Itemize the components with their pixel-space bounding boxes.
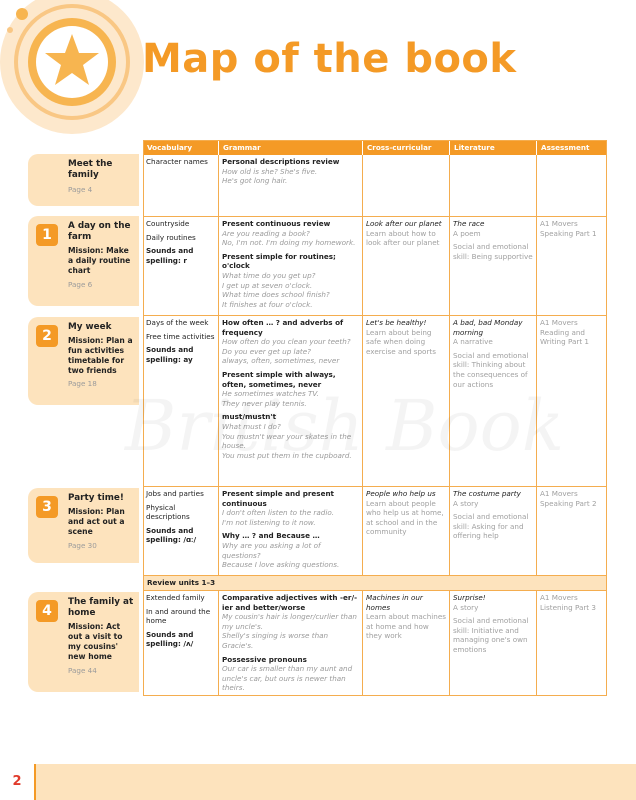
unit-page: Page 4 — [68, 185, 93, 195]
unit-page: Page 30 — [68, 540, 97, 550]
unit-number-badge: 3 — [36, 496, 58, 518]
literature-cell — [450, 591, 537, 696]
grammar-example: Do you ever get up late? — [222, 346, 311, 356]
grammar-heading: Present simple with always, often, sometimes, never — [222, 369, 336, 389]
grammar-example: How old is she? She's five. — [222, 166, 318, 176]
page-title: Map of the book — [142, 36, 517, 82]
unit-title: A day on the farm — [68, 221, 131, 243]
grammar-example: Are you reading a book? — [222, 228, 310, 238]
vocab-item: Countryside — [146, 219, 190, 228]
grammar-example: He sometimes watches TV. — [222, 389, 319, 399]
column-divider — [218, 155, 219, 575]
grammar-example: What time does school finish? — [222, 290, 330, 300]
cross-title: People who help us — [366, 489, 436, 498]
review-row — [143, 575, 607, 590]
vocab-cell — [143, 487, 219, 575]
vocab-item: Character names — [146, 157, 208, 166]
cross-title: Machines in our homes — [366, 593, 423, 612]
assessment-cell — [537, 591, 607, 696]
sounds-spelling: Sounds and spelling: r — [146, 246, 194, 265]
sounds-spelling: Sounds and spelling: /ɑː/ — [146, 525, 197, 545]
grammar-example: They never play tennis. — [222, 398, 307, 408]
grammar-heading: How often … ? and adverbs of frequency — [222, 318, 344, 337]
assessment-cell — [537, 487, 607, 575]
assessment-text: A1 Movers Speaking Part 2 — [540, 489, 597, 508]
grammar-example: I'm not listening to it now. — [222, 517, 316, 527]
cross-curricular-cell — [363, 217, 450, 315]
grammar-cell — [219, 487, 363, 575]
unit-page: Page 18 — [68, 379, 97, 389]
vocab-item: Jobs and parties — [146, 489, 204, 498]
page-number: 2 — [0, 764, 36, 800]
grammar-heading: Present simple and present continuous — [222, 489, 334, 508]
column-divider — [362, 155, 363, 575]
unit-title: Meet the family — [68, 159, 113, 181]
vocab-item: Free time activities — [146, 331, 215, 341]
grammar-cell — [219, 217, 363, 315]
column-header-cross-curricular: Cross-curricular — [363, 140, 449, 155]
literature-title: The costume party — [453, 489, 521, 498]
grammar-heading: must/mustn't — [222, 412, 277, 422]
unit-title: The family at home — [68, 597, 134, 619]
grammar-heading: Personal descriptions review — [222, 157, 340, 166]
grammar-example: You mustn't wear your skates in the house. — [222, 431, 352, 451]
vocab-cell — [143, 155, 219, 216]
unit-mission: Mission: Act out a visit to my cousins' new home — [68, 622, 123, 661]
literature-skill: Social and emotional skill: Asking for and offering help — [453, 512, 529, 541]
grammar-example: No, I'm not. I'm doing my homework. — [222, 238, 356, 248]
literature-type: A poem — [453, 228, 481, 238]
column-header-literature: Literature — [450, 140, 536, 155]
unit-number-badge: 1 — [36, 224, 58, 246]
cross-curricular-cell — [363, 591, 450, 696]
cross-curricular-cell — [363, 487, 450, 575]
cross-title: Let's be healthy! — [366, 318, 427, 327]
cross-text: Learn about being safe when doing exercise and sports — [366, 327, 436, 356]
assessment-text: A1 Movers Speaking Part 1 — [540, 219, 597, 238]
assessment-text: A1 Movers Reading and Writing Part 1 — [540, 318, 589, 347]
unit-mission: Mission: Make a daily routine chart — [68, 246, 131, 275]
unit-card-meet-the-family — [28, 154, 139, 206]
grammar-heading: Present continuous review — [222, 219, 331, 228]
literature-skill: Social and emotional skill: Initiative and managing one's own emotions — [453, 616, 529, 654]
row-divider — [143, 575, 607, 576]
grammar-cell — [219, 155, 363, 216]
literature-title: Surprise! — [453, 593, 486, 602]
grammar-heading: Possessive pronouns — [222, 654, 307, 664]
unit-mission: Mission: Plan a fun activities timetable for two friends — [68, 336, 133, 375]
grammar-cell — [219, 591, 363, 696]
grammar-example: I don't often listen to the radio. — [222, 508, 335, 518]
star-logo-icon — [0, 0, 150, 135]
grammar-example: I get up at seven o'clock. — [222, 280, 313, 290]
unit-card-3 — [28, 488, 139, 563]
unit-card-2 — [28, 317, 139, 405]
assessment-cell — [537, 217, 607, 315]
watermark — [125, 385, 564, 467]
grammar-example: You must put them in the cupboard. — [222, 450, 352, 460]
unit-mission: Mission: Plan and act out a scene — [68, 507, 125, 536]
sounds-spelling: Sounds and spelling: /ʌ/ — [146, 629, 194, 649]
unit-page: Page 6 — [68, 279, 93, 289]
column-divider — [449, 155, 450, 575]
grammar-heading: Present simple for routines; o'clock — [222, 251, 336, 271]
column-header-assessment: Assessment — [537, 140, 607, 155]
grammar-example: What time do you get up? — [222, 270, 316, 280]
vocab-item: Days of the week — [146, 318, 209, 327]
literature-skill: Social and emotional skill: Being supportive — [453, 242, 533, 261]
review-label: Review units 1–3 — [147, 578, 216, 587]
literature-title: The race — [453, 219, 485, 228]
literature-type: A narrative — [453, 337, 493, 347]
literature-type: A story — [453, 602, 479, 612]
assessment-text: A1 Movers Listening Part 3 — [540, 593, 596, 612]
vocab-cell — [143, 217, 219, 315]
column-divider — [536, 155, 537, 575]
grammar-heading: Why … ? and Because … — [222, 531, 320, 541]
column-divider — [362, 590, 363, 696]
row-divider — [143, 216, 607, 217]
grammar-example: He's got long hair. — [222, 176, 288, 186]
literature-cell — [450, 217, 537, 315]
cross-text: Learn about how to look after our planet — [366, 228, 440, 248]
vocab-item: Daily routines — [146, 232, 196, 242]
grammar-example: Our car is smaller than my aunt and uncle's car, but ours is newer than theirs. — [222, 664, 353, 693]
vocab-cell — [143, 591, 219, 696]
footer-band — [0, 764, 636, 800]
unit-number-badge: 4 — [36, 600, 58, 622]
grammar-example: Because I love asking questions. — [222, 560, 340, 570]
cross-title: Look after our planet — [366, 219, 442, 228]
unit-title: My week — [68, 322, 112, 332]
row-divider — [143, 486, 607, 487]
row-divider — [143, 590, 607, 591]
grammar-example: My cousin's hair is longer/curlier than my uncle's. — [222, 612, 357, 631]
column-divider — [536, 590, 537, 696]
cross-text: Learn about people who help us at home, at school and in the community — [366, 498, 444, 537]
row-divider — [143, 315, 607, 316]
column-header-vocabulary: Vocabulary — [143, 140, 218, 155]
literature-type: A story — [453, 498, 479, 508]
column-header-grammar: Grammar — [219, 140, 362, 155]
grammar-example: It finishes at four o'clock. — [222, 299, 313, 309]
grammar-example: How often do you clean your teeth? — [222, 337, 351, 347]
unit-card-1 — [28, 216, 139, 306]
grammar-example: always, often, sometimes, never — [222, 356, 340, 366]
literature-cell — [450, 487, 537, 575]
grammar-example: Why are you asking a lot of questions? — [222, 540, 321, 560]
literature-skill: Social and emotional skill: Thinking about the consequences of our actions — [453, 350, 529, 389]
grammar-example: What must I do? — [222, 421, 281, 431]
cross-text: Learn about machines at home and how they work — [366, 612, 447, 641]
unit-card-4 — [28, 592, 139, 692]
literature-title: A bad, bad Monday morning — [453, 318, 523, 337]
vocab-item: Physical descriptions — [146, 502, 190, 522]
unit-page: Page 44 — [68, 665, 97, 675]
sounds-spelling: Sounds and spelling: ay — [146, 345, 194, 364]
vocab-item: Extended family — [146, 593, 205, 602]
unit-title: Party time! — [68, 493, 124, 503]
grammar-heading: Comparative adjectives with -er/-ier and better/worse — [222, 593, 358, 612]
column-divider — [449, 590, 450, 696]
unit-number-badge: 2 — [36, 325, 58, 347]
column-divider — [218, 590, 219, 696]
grammar-example: Shelly's singing is worse than Gracie's. — [222, 631, 329, 650]
vocab-item: In and around the home — [146, 606, 211, 626]
